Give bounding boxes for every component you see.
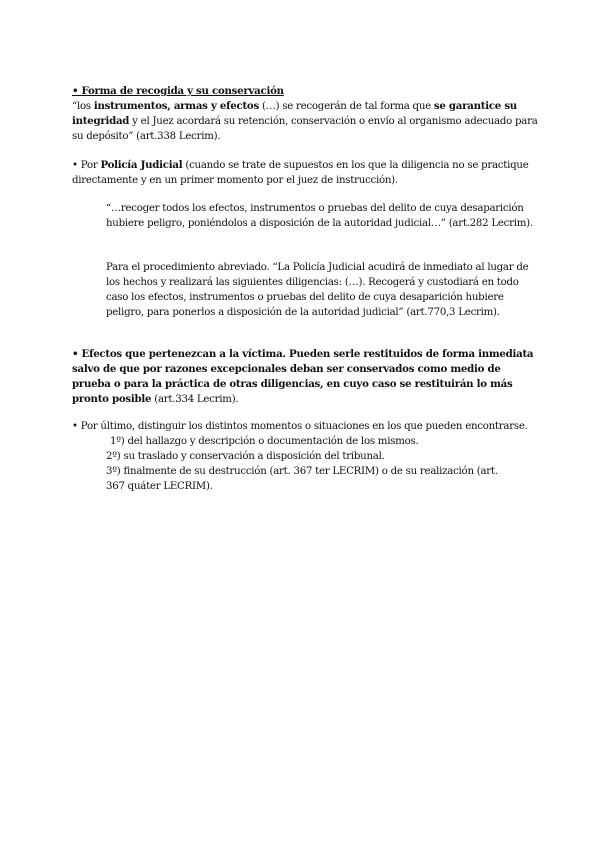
momentos-intro: • Por último, distinguir los distintos momentos o situaciones en los que pueden encontrarse. (72, 421, 528, 432)
section-conservation (72, 84, 538, 144)
paragraph-victima: • Efectos que pertenezcan a la víctima. Pueden serle restituidos de forma inmediata salvo de que por razones excepcionales deban ser conservados como medio de prueba o para la práctica de otras diligencias, en cuyo caso se restituirán lo más pronto posible (art.334 Lecrim). (72, 348, 534, 405)
section-heading-conservation: • Forma de recogida y su conservación (72, 85, 284, 97)
list-item: 3º) finalmente de su destrucción (art. 367 ter LECRIM) o de su realización (art. 367 quáter LECRIM). (106, 466, 498, 492)
list-item: 2º) su traslado y conservación a disposición del tribunal. (106, 451, 385, 462)
quote-art770: Para el procedimiento abreviado. “La Policía Judicial acudirá de inmediato al lugar de los hechos y realizará las siguientes diligencias: (…). Recogerá y custodiará en todo caso los efectos, instrumentos o pruebas del delito de cuya desaparición hubiere peligro, para ponerlos a disposición de la autoridad judicial” (art.770,3 Lecrim). (106, 262, 529, 318)
section-momentos (72, 419, 538, 494)
paragraph-policia-judicial: • Por Policía Judicial (cuando se trate de supuestos en los que la diligencia no se practique directamente y en un primer momento por el juez de instrucción). (72, 159, 529, 186)
paragraph-art338: “los instrumentos, armas y efectos (…) se recogerán de tal forma que se garantice su integridad y el Juez acordará su retención, conservación o envío al organismo adecuado para su depósito” (art.338 Lecrim). (72, 100, 538, 142)
quote-art282: “…recoger todos los efectos, instrumentos o pruebas del delito de cuya desaparición hubiere peligro, poniéndolos a disposición de la autoridad judicial…” (art.282 Lecrim). (106, 203, 533, 229)
list-item: 1º) del hallazgo y descripción o documentación de los mismos. (110, 436, 419, 447)
